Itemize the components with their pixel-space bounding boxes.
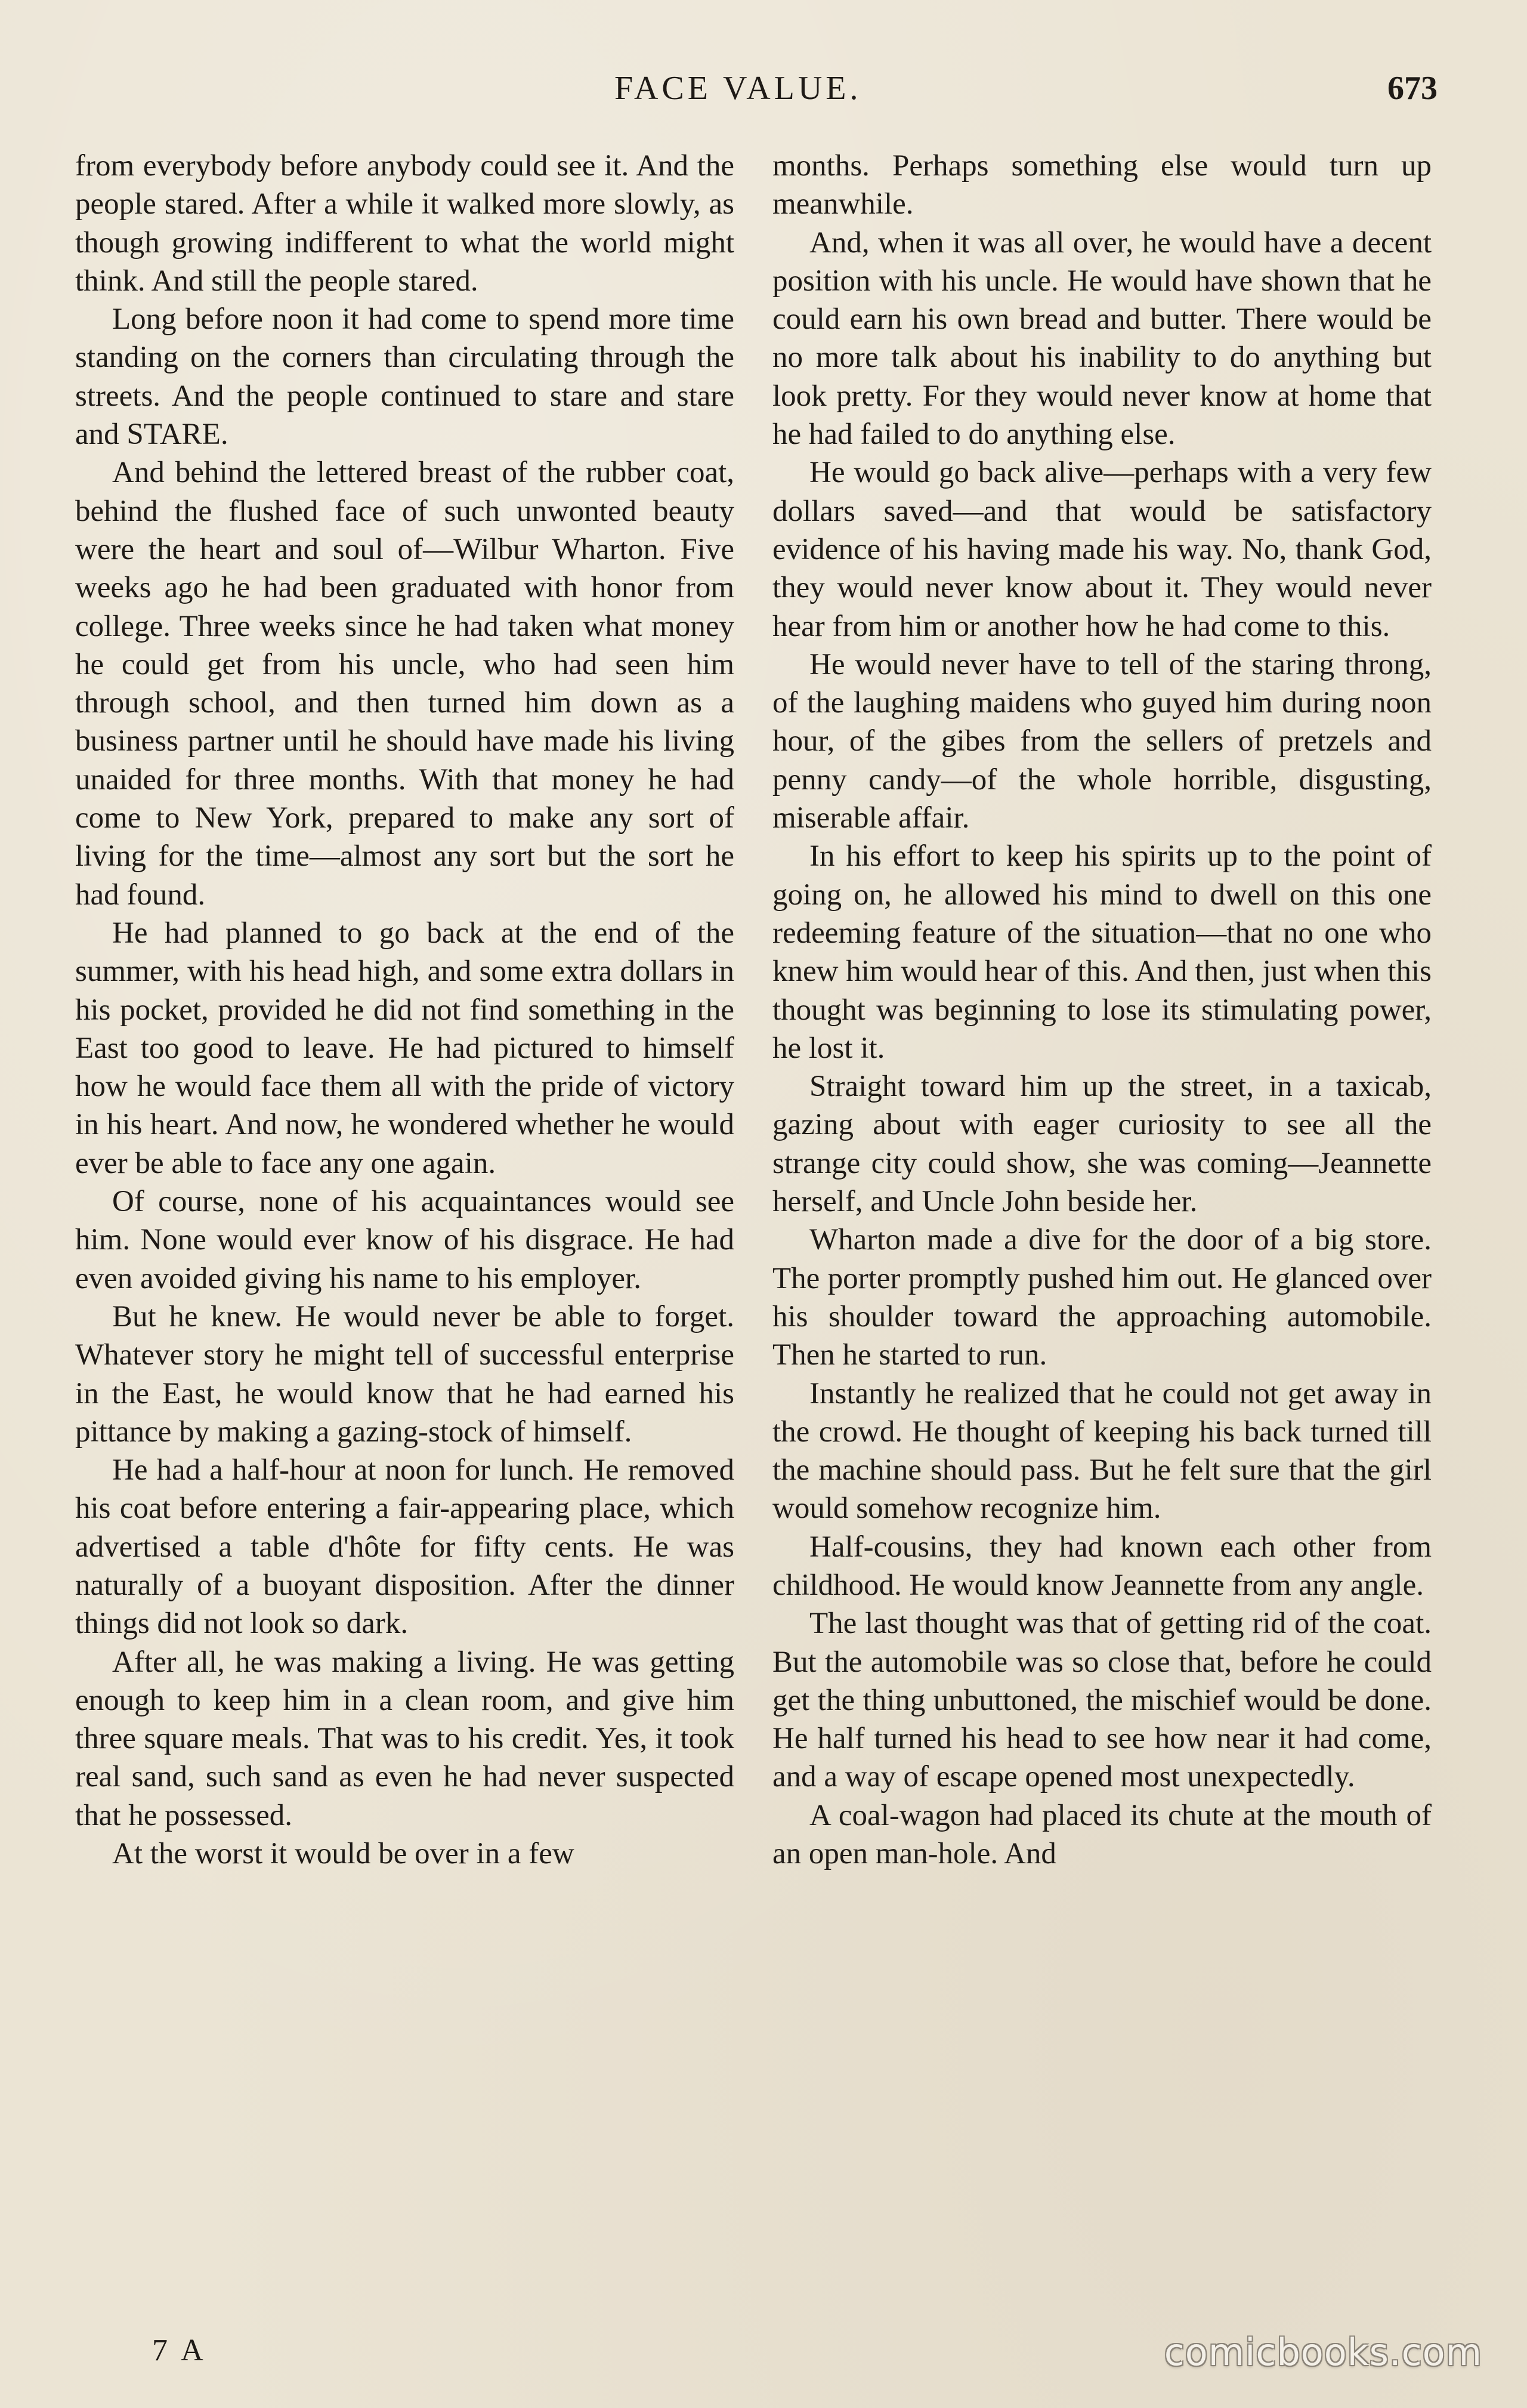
- paragraph: Of course, none of his acquaintances would see him. None would ever know of his disgrace. He had even avoided giving his name to his employer.: [75, 1185, 734, 1295]
- paragraph: Half-cousins, they had known each other from childhood. He would know Jeannette from any angle.: [772, 1530, 1432, 1602]
- paragraph: At the worst it would be over in a few: [112, 1837, 574, 1871]
- paragraph: months. Perhaps something else would turn up meanwhile.: [772, 149, 1432, 221]
- watermark: comicbooks.com: [1164, 2330, 1482, 2374]
- paragraph: And, when it was all over, he would have a decent position with his uncle. He would have shown that he could earn his own bread and butter. There would be no more talk about his inability to do anything but look pretty. For they would never know at home that he had failed to do anything else.: [772, 226, 1432, 452]
- paragraph: He had a half-hour at noon for lunch. He removed his coat before entering a fair-appearing place, which advertised a table d'hôte for fifty cents. He was naturally of a buoyant disposition. After the dinner things did not look so dark.: [75, 1453, 734, 1641]
- paragraph: The last thought was that of getting rid of the coat. But the automobile was so close that, before he could get the thing unbuttoned, the mischief would be done. He half turned his head to see how near it had come, and a way of escape opened most unexpectedly.: [772, 1607, 1432, 1794]
- paragraph: And behind the lettered breast of the rubber coat, behind the flushed face of such unwonted beauty were the heart and soul of—Wilbur Wharton. Five weeks ago he had been graduated with honor from college. Three weeks since he had taken what money he could get from his uncle, who had seen him through school, and then turned him down as a business partner until he should have made his living unaided for three months. With that money he had come to New York, prepared to make any sort of living for the time—almost any sort but the sort he had found.: [75, 456, 734, 912]
- paragraph: A coal-wagon had placed its chute at the mouth of an open man-hole. And: [772, 1798, 1432, 1871]
- paragraph: Instantly he realized that he could not get away in the crowd. He thought of keeping his back turned till the machine should pass. But he felt sure that the girl would somehow recognize him.: [772, 1376, 1432, 1526]
- paragraph: Wharton made a dive for the door of a big store. The porter promptly pushed him out. He glanced over his shoulder toward the approaching automobile. Then he started to run.: [772, 1223, 1432, 1372]
- paragraph: He had planned to go back at the end of the summer, with his head high, and some extra dollars in his pocket, provided he did not find something in the East too good to leave. He had pictured to himself how he would face them all with the pride of victory in his heart. And now, he wondered whether he would ever be able to face any one again.: [75, 916, 734, 1180]
- signature-mark: 7 A: [152, 2333, 207, 2367]
- page-number: 673: [1387, 70, 1438, 107]
- paragraph: After all, he was making a living. He was getting enough to keep him in a clean room, and give him three square meals. That was to his credit. Yes, it took real sand, such sand as even he had never suspected that he possessed.: [75, 1645, 734, 1832]
- page-header: [0, 64, 1527, 112]
- paragraph: Straight toward him up the street, in a taxicab, gazing about with eager curiosity to see all the strange city could show, she was coming—Jeannette herself, and Uncle John beside her.: [772, 1070, 1432, 1219]
- running-title: FACE VALUE.: [614, 70, 862, 107]
- paragraph: In his effort to keep his spirits up to the point of going on, he allowed his mind to dwell on this one redeeming feature of the situation—that no one who knew him would hear of this. And then, just when this thought was beginning to lose its stimulating power, he lost it.: [772, 839, 1432, 1065]
- paragraph: Long before noon it had come to spend more time standing on the corners than circulating through the streets. And the people continued to stare and stare and STARE.: [75, 302, 734, 452]
- left-column: [75, 147, 734, 1873]
- paragraph: from everybody before anybody could see it. And the people stared. After a while it walked more slowly, as though growing indifferent to what the world might think. And still the people stared.: [75, 149, 734, 298]
- right-column: [772, 147, 1432, 1873]
- paragraph: He would never have to tell of the staring throng, of the laughing maidens who guyed him during noon hour, of the gibes from the sellers of pretzels and penny candy—of the whole horrible, disgusting, miserable affair.: [772, 647, 1432, 835]
- paragraph: He would go back alive—perhaps with a very few dollars saved—and that would be satisfactory evidence of his having made his way. No, thank God, they would never know about it. They would never hear from him or another how he had come to this.: [772, 456, 1432, 643]
- paragraph: But he knew. He would never be able to forget. Whatever story he might tell of successful enterprise in the East, he would know that he had earned his pittance by making a gazing-stock of himself.: [75, 1299, 734, 1449]
